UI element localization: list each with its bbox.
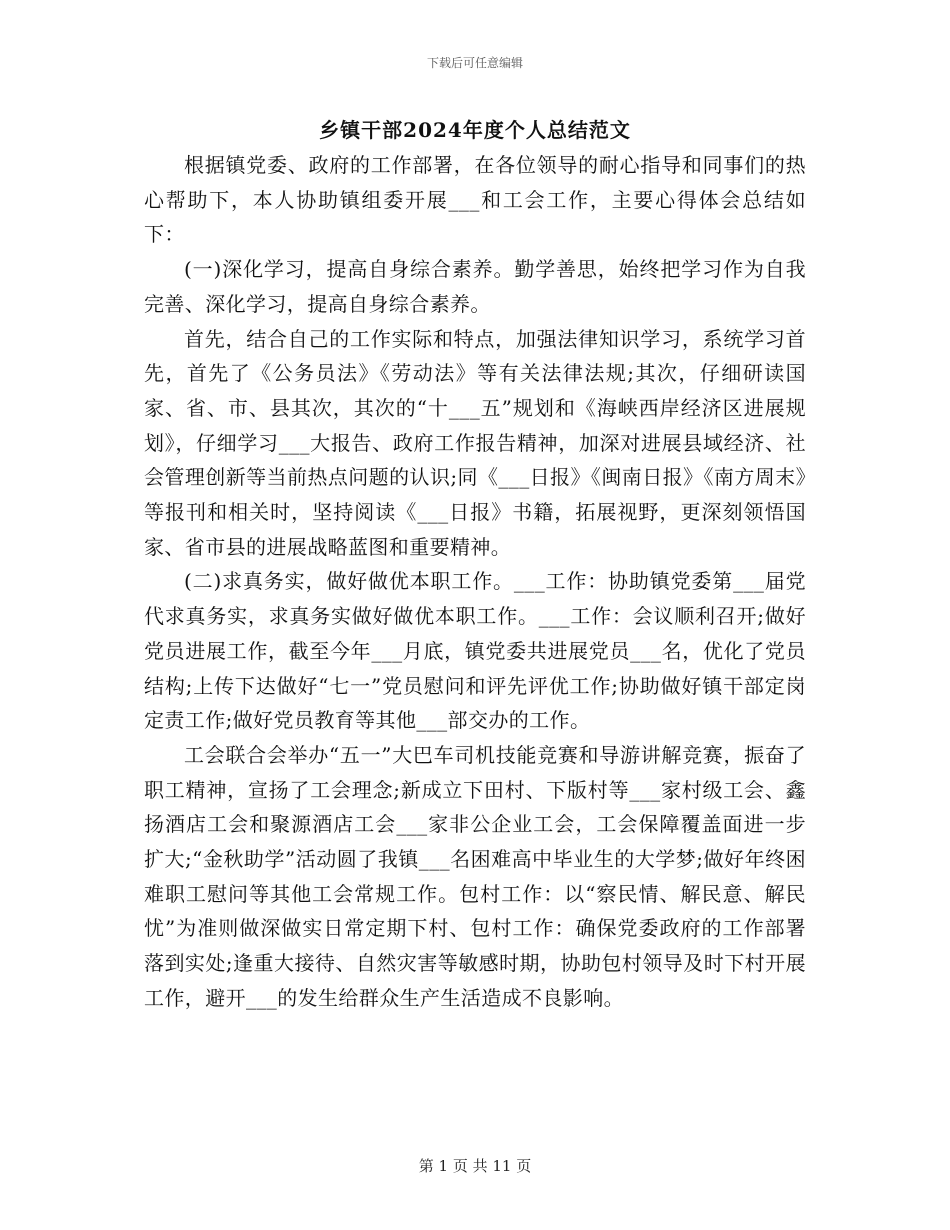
paragraph-section-1: (一)深化学习，提高自身综合素养。勤学善思，始终把学习作为自我完善、深化学习，提高自身综合素养。 (144, 257, 806, 316)
page-number: 第 1 页 共 11 页 (418, 1157, 532, 1175)
paragraph-union-work: 工会联合会举办“五一”大巴车司机技能竞赛和导游讲解竞赛，振奋了职工精神，宣扬了工会理念;新成立下田村、下版村等___家村级工会、鑫扬酒店工会和聚源酒店工会___家非公企业工会，工会保障覆盖面进一步扩大;“金秋助学”活动圆了我镇___名困难高中毕业生的大学梦;做好年终困难职工慰问等其他工会常规工作。包村工作：以“察民情、解民意、解民忧”为准则做深做实日常定期下村、包村工作：确保党委政府的工作部署落到实处;逢重大接待、自然灾害等敏感时期，协助包村领导及时下村开展工作，避开___的发生给群众生产生活造成不良影响。 (144, 742, 806, 1010)
paragraph-intro: 根据镇党委、政府的工作部署，在各位领导的耐心指导和同事们的热心帮助下，本人协助镇组委开展___和工会工作，主要心得体会总结如下： (144, 153, 806, 247)
paragraph-study: 首先，结合自己的工作实际和特点，加强法律知识学习，系统学习首先，首先了《公务员法》《劳动法》等有关法律法规;其次，仔细研读国家、省、市、县其次，其次的“十___五”规划和《海峡西岸经济区进展规划》，仔细学习___大报告、政府工作报告精神，加深对进展县域经济、社会管理创新等当前热点问题的认识;同《___日报》《闽南日报》《南方周末》等报刊和相关时，坚持阅读《___日报》书籍，拓展视野，更深刻领悟国家、省市县的进展战略蓝图和重要精神。 (144, 326, 806, 559)
document-title: 乡镇干部2024年度个人总结范文 (319, 118, 631, 142)
paragraph-section-2: (二)求真务实，做好做优本职工作。___工作：协助镇党委第___届党代求真务实，求真务实做好做优本职工作。___工作：会议顺利召开;做好党员进展工作，截至今年___月底，镇党委共进展党员___名，优化了党员结构;上传下达做好“七一”党员慰问和评先评优工作;协助做好镇干部定岗定责工作;做好党员教育等其他___部交办的工作。 (144, 569, 806, 733)
document-body (144, 148, 806, 1016)
header-note: 下载后可任意编辑 (426, 56, 523, 70)
